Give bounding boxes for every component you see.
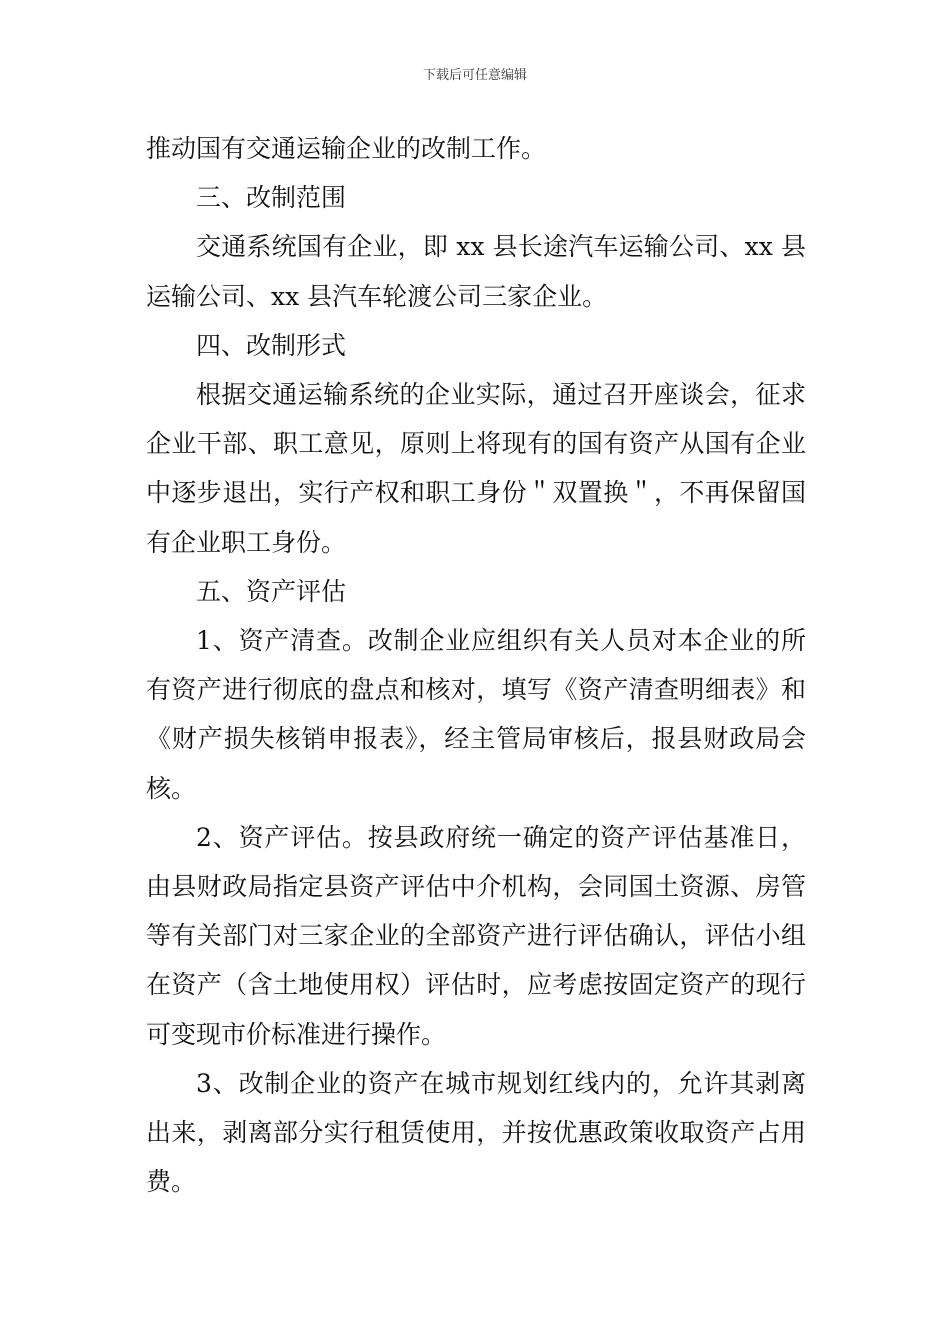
- heading-reform-scope: 三、改制范围: [196, 183, 347, 213]
- page-header-note: 下载后可任意编辑: [422, 68, 527, 83]
- paragraph-asset-inventory: 1、资产清查。改制企业应组织有关人员对本企业的所有资产进行彻底的盘点和核对，填写《资产清查明细表》和《财产损失核销申报表》，经主管局审核后，报县财政局会核。: [146, 626, 806, 803]
- document-body: [146, 124, 806, 1206]
- paragraph-reform-scope: 交通系统国有企业，即 xx 县长途汽车运输公司、xx 县运输公司、xx 县汽车轮渡公司三家企业。: [146, 232, 806, 311]
- paragraph-asset-separation: 3、改制企业的资产在城市规划红线内的，允许其剥离出来，剥离部分实行租赁使用，并按优惠政策收取资产占用费。: [146, 1068, 806, 1197]
- paragraph-asset-appraisal: 2、资产评估。按县政府统一确定的资产评估基准日，由县财政局指定县资产评估中介机构，会同国土资源、房管等有关部门对三家企业的全部资产进行评估确认，评估小组在资产（含土地使用权）评估时，应考虑按固定资产的现行可变现市价标准进行操作。: [146, 822, 806, 1049]
- heading-asset-evaluation: 五、资产评估: [196, 576, 347, 606]
- paragraph-reform-form: 根据交通运输系统的企业实际，通过召开座谈会，征求企业干部、职工意见，原则上将现有的国有资产从国有企业中逐步退出，实行产权和职工身份＂双置换＂，不再保留国有企业职工身份。: [146, 380, 806, 557]
- heading-reform-form: 四、改制形式: [196, 330, 347, 360]
- paragraph-continuation: 推动国有交通运输企业的改制工作。: [146, 134, 547, 163]
